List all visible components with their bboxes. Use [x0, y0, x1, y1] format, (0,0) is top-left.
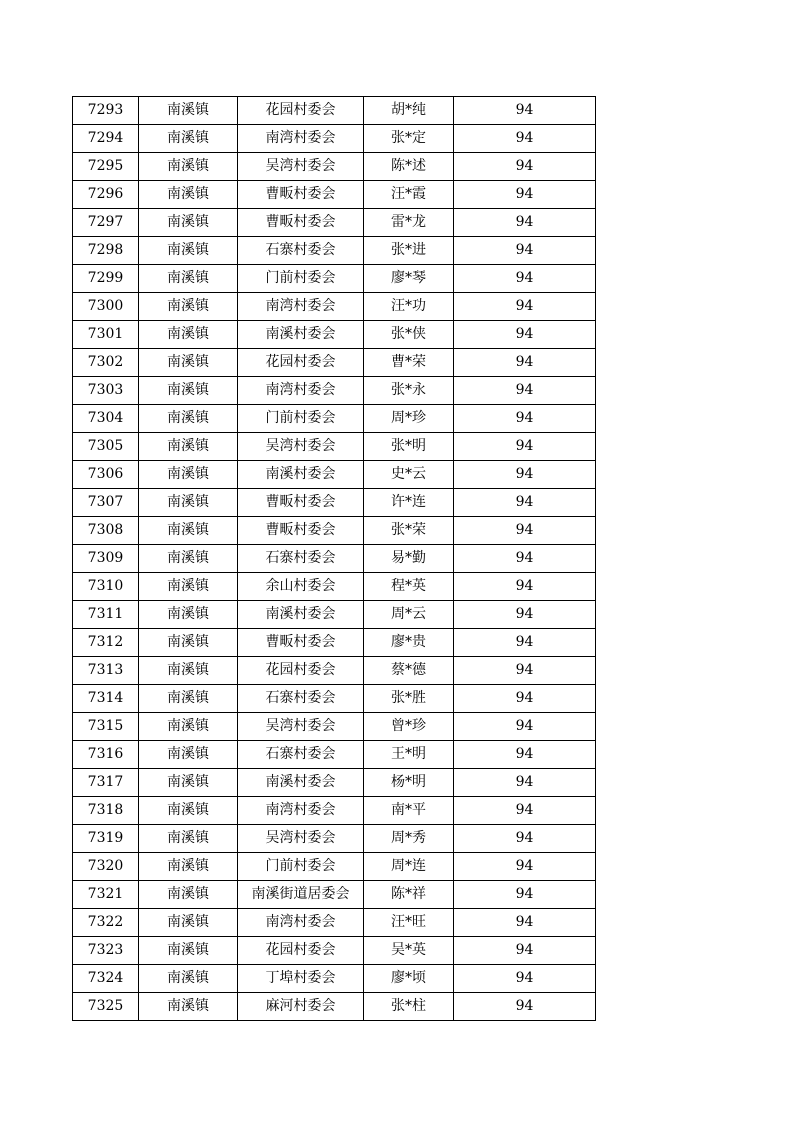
row-number-cell: 7324: [73, 965, 139, 993]
village-committee-cell: 曹畈村委会: [238, 181, 364, 209]
row-number-cell: 7322: [73, 909, 139, 937]
row-number-cell: 7308: [73, 517, 139, 545]
score-cell: 94: [454, 125, 596, 153]
table-row: [73, 993, 596, 1021]
row-number-cell: 7301: [73, 321, 139, 349]
village-committee-cell: 南溪村委会: [238, 601, 364, 629]
village-committee-cell: 南溪村委会: [238, 769, 364, 797]
person-name-cell: 张*荣: [364, 517, 454, 545]
table-row: [73, 349, 596, 377]
row-number-cell: 7313: [73, 657, 139, 685]
village-committee-cell: 门前村委会: [238, 405, 364, 433]
row-number-cell: 7320: [73, 853, 139, 881]
row-number-cell: 7295: [73, 153, 139, 181]
person-name-cell: 张*胜: [364, 685, 454, 713]
town-cell: 南溪镇: [139, 629, 238, 657]
table-row: [73, 769, 596, 797]
row-number-cell: 7304: [73, 405, 139, 433]
town-cell: 南溪镇: [139, 153, 238, 181]
village-committee-cell: 丁埠村委会: [238, 965, 364, 993]
town-cell: 南溪镇: [139, 965, 238, 993]
table-row: [73, 377, 596, 405]
person-name-cell: 史*云: [364, 461, 454, 489]
score-cell: 94: [454, 153, 596, 181]
village-committee-cell: 南湾村委会: [238, 377, 364, 405]
row-number-cell: 7318: [73, 797, 139, 825]
person-name-cell: 张*侠: [364, 321, 454, 349]
town-cell: 南溪镇: [139, 769, 238, 797]
row-number-cell: 7312: [73, 629, 139, 657]
score-cell: 94: [454, 573, 596, 601]
person-name-cell: 张*进: [364, 237, 454, 265]
table-row: [73, 265, 596, 293]
score-cell: 94: [454, 825, 596, 853]
table-row: [73, 629, 596, 657]
town-cell: 南溪镇: [139, 125, 238, 153]
table-row: [73, 237, 596, 265]
score-cell: 94: [454, 741, 596, 769]
town-cell: 南溪镇: [139, 825, 238, 853]
records-body: [73, 97, 596, 1021]
score-cell: 94: [454, 265, 596, 293]
person-name-cell: 曹*荣: [364, 349, 454, 377]
row-number-cell: 7293: [73, 97, 139, 125]
table-row: [73, 685, 596, 713]
town-cell: 南溪镇: [139, 853, 238, 881]
score-cell: 94: [454, 853, 596, 881]
person-name-cell: 张*永: [364, 377, 454, 405]
village-committee-cell: 南湾村委会: [238, 125, 364, 153]
person-name-cell: 程*英: [364, 573, 454, 601]
town-cell: 南溪镇: [139, 881, 238, 909]
person-name-cell: 汪*霞: [364, 181, 454, 209]
person-name-cell: 周*秀: [364, 825, 454, 853]
score-cell: 94: [454, 601, 596, 629]
score-cell: 94: [454, 965, 596, 993]
town-cell: 南溪镇: [139, 713, 238, 741]
score-cell: 94: [454, 181, 596, 209]
score-cell: 94: [454, 517, 596, 545]
row-number-cell: 7316: [73, 741, 139, 769]
table-row: [73, 293, 596, 321]
person-name-cell: 许*连: [364, 489, 454, 517]
village-committee-cell: 吴湾村委会: [238, 153, 364, 181]
score-cell: 94: [454, 769, 596, 797]
village-committee-cell: 曹畈村委会: [238, 489, 364, 517]
person-name-cell: 胡*纯: [364, 97, 454, 125]
town-cell: 南溪镇: [139, 601, 238, 629]
person-name-cell: 蔡*德: [364, 657, 454, 685]
person-name-cell: 张*柱: [364, 993, 454, 1021]
town-cell: 南溪镇: [139, 321, 238, 349]
person-name-cell: 张*明: [364, 433, 454, 461]
score-cell: 94: [454, 405, 596, 433]
row-number-cell: 7311: [73, 601, 139, 629]
row-number-cell: 7317: [73, 769, 139, 797]
row-number-cell: 7325: [73, 993, 139, 1021]
table-row: [73, 405, 596, 433]
town-cell: 南溪镇: [139, 433, 238, 461]
town-cell: 南溪镇: [139, 657, 238, 685]
table-row: [73, 153, 596, 181]
town-cell: 南溪镇: [139, 993, 238, 1021]
village-committee-cell: 南溪街道居委会: [238, 881, 364, 909]
town-cell: 南溪镇: [139, 265, 238, 293]
town-cell: 南溪镇: [139, 909, 238, 937]
table-row: [73, 909, 596, 937]
row-number-cell: 7315: [73, 713, 139, 741]
row-number-cell: 7294: [73, 125, 139, 153]
village-committee-cell: 南湾村委会: [238, 909, 364, 937]
table-row: [73, 433, 596, 461]
village-committee-cell: 石寨村委会: [238, 545, 364, 573]
table-row: [73, 181, 596, 209]
table-row: [73, 125, 596, 153]
town-cell: 南溪镇: [139, 517, 238, 545]
person-name-cell: 曾*珍: [364, 713, 454, 741]
score-cell: 94: [454, 713, 596, 741]
score-cell: 94: [454, 545, 596, 573]
town-cell: 南溪镇: [139, 489, 238, 517]
village-committee-cell: 麻河村委会: [238, 993, 364, 1021]
table-row: [73, 209, 596, 237]
village-committee-cell: 花园村委会: [238, 657, 364, 685]
row-number-cell: 7319: [73, 825, 139, 853]
score-cell: 94: [454, 993, 596, 1021]
table-row: [73, 545, 596, 573]
row-number-cell: 7302: [73, 349, 139, 377]
row-number-cell: 7299: [73, 265, 139, 293]
town-cell: 南溪镇: [139, 237, 238, 265]
village-committee-cell: 南溪村委会: [238, 461, 364, 489]
person-name-cell: 易*勤: [364, 545, 454, 573]
table-row: [73, 461, 596, 489]
village-committee-cell: 石寨村委会: [238, 741, 364, 769]
score-cell: 94: [454, 489, 596, 517]
row-number-cell: 7323: [73, 937, 139, 965]
town-cell: 南溪镇: [139, 937, 238, 965]
person-name-cell: 王*明: [364, 741, 454, 769]
village-committee-cell: 曹畈村委会: [238, 517, 364, 545]
table-row: [73, 97, 596, 125]
row-number-cell: 7306: [73, 461, 139, 489]
row-number-cell: 7307: [73, 489, 139, 517]
row-number-cell: 7305: [73, 433, 139, 461]
score-cell: 94: [454, 629, 596, 657]
row-number-cell: 7297: [73, 209, 139, 237]
row-number-cell: 7309: [73, 545, 139, 573]
table-row: [73, 573, 596, 601]
town-cell: 南溪镇: [139, 685, 238, 713]
town-cell: 南溪镇: [139, 181, 238, 209]
person-name-cell: 陈*述: [364, 153, 454, 181]
town-cell: 南溪镇: [139, 293, 238, 321]
person-name-cell: 陈*祥: [364, 881, 454, 909]
person-name-cell: 周*珍: [364, 405, 454, 433]
row-number-cell: 7303: [73, 377, 139, 405]
table-row: [73, 937, 596, 965]
table-row: [73, 489, 596, 517]
village-committee-cell: 石寨村委会: [238, 685, 364, 713]
town-cell: 南溪镇: [139, 573, 238, 601]
score-cell: 94: [454, 377, 596, 405]
village-committee-cell: 南溪村委会: [238, 321, 364, 349]
town-cell: 南溪镇: [139, 741, 238, 769]
village-committee-cell: 南湾村委会: [238, 293, 364, 321]
person-name-cell: 雷*龙: [364, 209, 454, 237]
town-cell: 南溪镇: [139, 461, 238, 489]
table-row: [73, 657, 596, 685]
person-name-cell: 汪*功: [364, 293, 454, 321]
table-row: [73, 965, 596, 993]
table-row: [73, 741, 596, 769]
score-cell: 94: [454, 321, 596, 349]
person-name-cell: 廖*贵: [364, 629, 454, 657]
town-cell: 南溪镇: [139, 797, 238, 825]
person-name-cell: 吴*英: [364, 937, 454, 965]
table-row: [73, 881, 596, 909]
score-cell: 94: [454, 349, 596, 377]
score-cell: 94: [454, 909, 596, 937]
person-name-cell: 周*连: [364, 853, 454, 881]
village-committee-cell: 余山村委会: [238, 573, 364, 601]
person-name-cell: 廖*琴: [364, 265, 454, 293]
person-name-cell: 张*定: [364, 125, 454, 153]
score-cell: 94: [454, 881, 596, 909]
town-cell: 南溪镇: [139, 377, 238, 405]
row-number-cell: 7300: [73, 293, 139, 321]
score-cell: 94: [454, 293, 596, 321]
person-name-cell: 南*平: [364, 797, 454, 825]
score-cell: 94: [454, 433, 596, 461]
village-committee-cell: 花园村委会: [238, 97, 364, 125]
town-cell: 南溪镇: [139, 349, 238, 377]
score-cell: 94: [454, 657, 596, 685]
person-name-cell: 廖*顷: [364, 965, 454, 993]
score-cell: 94: [454, 97, 596, 125]
town-cell: 南溪镇: [139, 209, 238, 237]
row-number-cell: 7310: [73, 573, 139, 601]
village-committee-cell: 吴湾村委会: [238, 433, 364, 461]
score-cell: 94: [454, 797, 596, 825]
village-committee-cell: 花园村委会: [238, 937, 364, 965]
table-row: [73, 601, 596, 629]
table-row: [73, 517, 596, 545]
records-table: [72, 96, 596, 1021]
row-number-cell: 7321: [73, 881, 139, 909]
village-committee-cell: 吴湾村委会: [238, 713, 364, 741]
score-cell: 94: [454, 209, 596, 237]
village-committee-cell: 吴湾村委会: [238, 825, 364, 853]
village-committee-cell: 门前村委会: [238, 853, 364, 881]
person-name-cell: 汪*旺: [364, 909, 454, 937]
table-row: [73, 713, 596, 741]
town-cell: 南溪镇: [139, 545, 238, 573]
table-row: [73, 853, 596, 881]
score-cell: 94: [454, 937, 596, 965]
table-row: [73, 321, 596, 349]
person-name-cell: 杨*明: [364, 769, 454, 797]
town-cell: 南溪镇: [139, 97, 238, 125]
village-committee-cell: 曹畈村委会: [238, 629, 364, 657]
table-row: [73, 825, 596, 853]
score-cell: 94: [454, 461, 596, 489]
town-cell: 南溪镇: [139, 405, 238, 433]
row-number-cell: 7296: [73, 181, 139, 209]
village-committee-cell: 南湾村委会: [238, 797, 364, 825]
person-name-cell: 周*云: [364, 601, 454, 629]
score-cell: 94: [454, 237, 596, 265]
row-number-cell: 7314: [73, 685, 139, 713]
score-cell: 94: [454, 685, 596, 713]
village-committee-cell: 门前村委会: [238, 265, 364, 293]
village-committee-cell: 花园村委会: [238, 349, 364, 377]
row-number-cell: 7298: [73, 237, 139, 265]
village-committee-cell: 曹畈村委会: [238, 209, 364, 237]
village-committee-cell: 石寨村委会: [238, 237, 364, 265]
table-row: [73, 797, 596, 825]
